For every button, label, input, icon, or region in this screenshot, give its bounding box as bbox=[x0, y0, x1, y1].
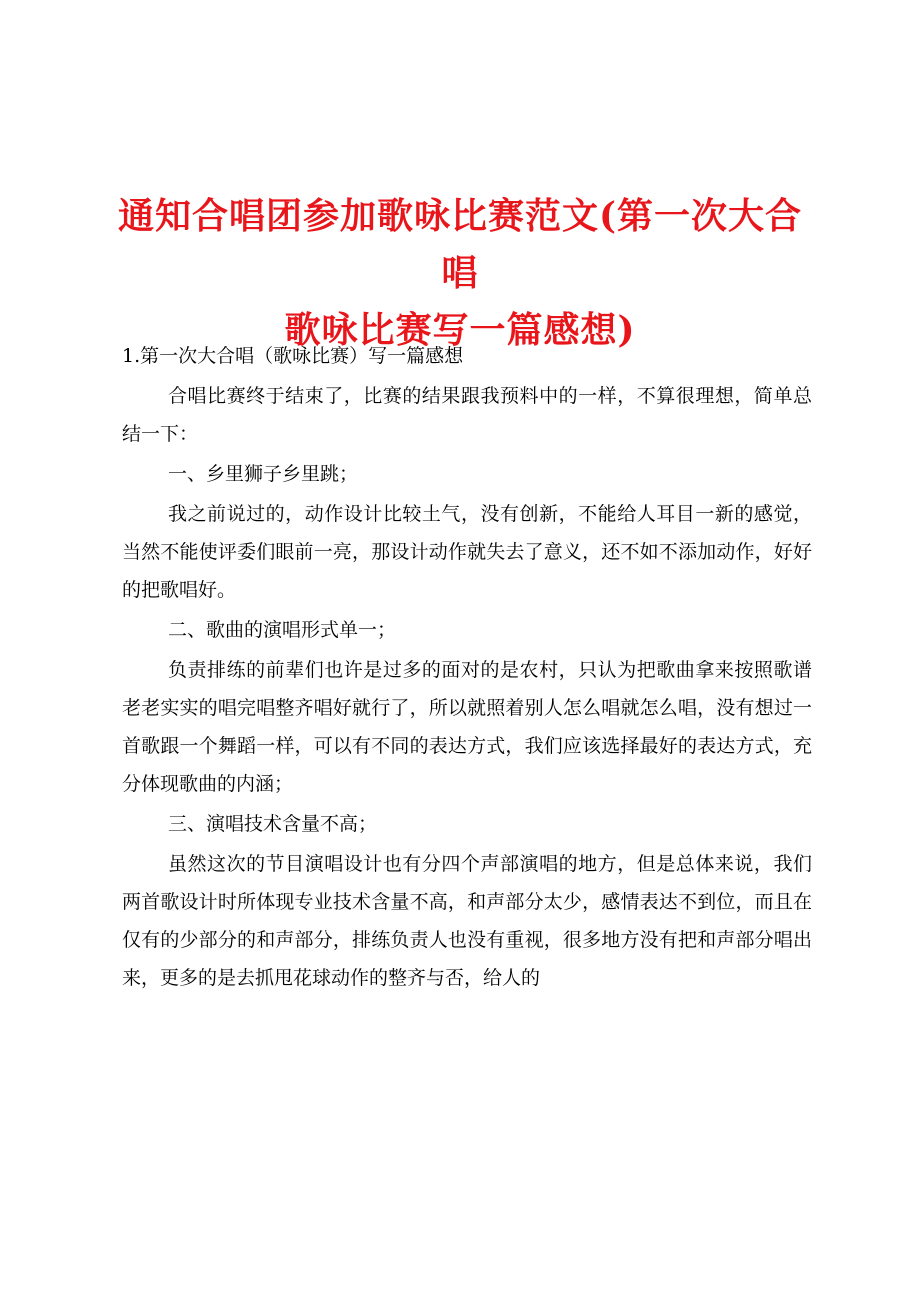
paragraph-point-2: 负责排练的前辈们也许是过多的面对的是农村，只认为把歌曲拿来按照歌谱老老实实的唱完唱整齐唱好就行了，所以就照着别人怎么唱就怎么唱，没有想过一首歌跟一个舞蹈一样，可以有不同的表达方式，我们应该选择最好的表达方式，充分体现歌曲的内涵； bbox=[122, 659, 812, 795]
title-line-1: 通知合唱团参加歌咏比赛范文(第一次大合唱 bbox=[117, 195, 803, 294]
point-heading-2: 二、歌曲的演唱形式单一； bbox=[168, 619, 397, 641]
point-heading-3: 三、演唱技术含量不高； bbox=[168, 813, 378, 835]
title-line-2: 歌咏比赛写一篇感想) bbox=[284, 309, 636, 351]
paragraph-intro: 合唱比赛终于结束了，比赛的结果跟我预料中的一样，不算很理想，简单总结一下： bbox=[122, 385, 812, 445]
section-heading: 1.第一次大合唱（歌咏比赛）写一篇感想 bbox=[122, 345, 464, 367]
paragraph-point-3: 虽然这次的节目演唱设计也有分四个声部演唱的地方，但是总体来说，我们两首歌设计时所体现专业技术含量不高，和声部分太少，感情表达不到位，而且在仅有的少部分的和声部分，排练负责人也没有重视，很多地方没有把和声部分唱出来，更多的是去抓甩花球动作的整齐与否，给人的 bbox=[122, 853, 812, 989]
document-title bbox=[100, 188, 820, 359]
point-heading-1: 一、乡里狮子乡里跳； bbox=[168, 463, 359, 485]
document-body bbox=[122, 336, 812, 998]
paragraph-point-1: 我之前说过的，动作设计比较土气，没有创新，不能给人耳目一新的感觉，当然不能使评委们眼前一亮，那设计动作就失去了意义，还不如不添加动作，好好的把歌唱好。 bbox=[122, 503, 812, 601]
